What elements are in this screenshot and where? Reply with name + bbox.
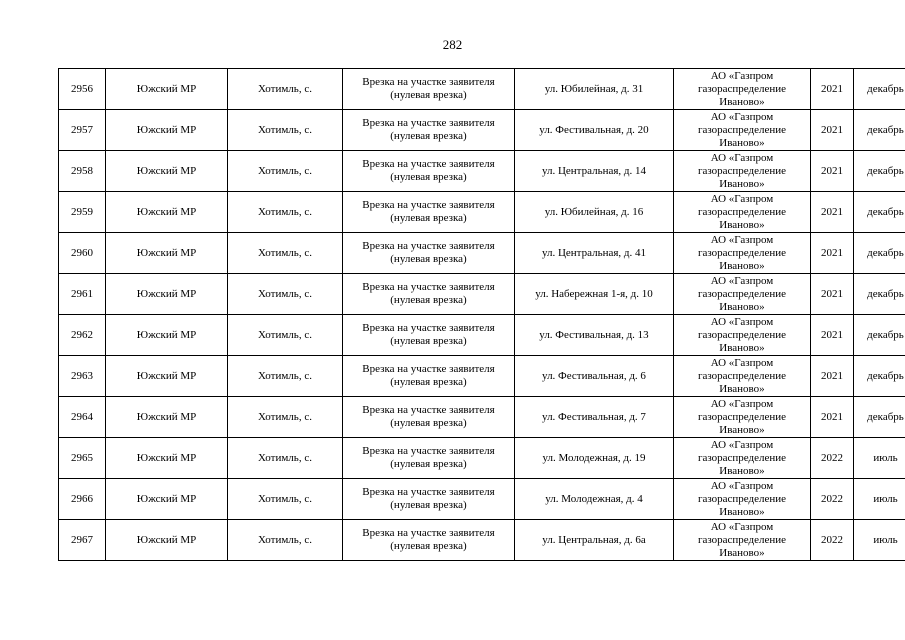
work-type-line-1: Врезка на участке заявителя: [362, 158, 495, 170]
cell-work-type: [343, 151, 515, 192]
cell-year: 2022: [811, 479, 854, 520]
cell-locality: Хотимль, с.: [228, 151, 343, 192]
table-row: [59, 315, 905, 356]
cell-work-type: [343, 520, 515, 561]
organization-line-3: Иваново»: [719, 341, 765, 354]
organization-line-1: АО «Газпром: [710, 479, 774, 492]
organization-line-2: газораспределение: [697, 164, 787, 177]
work-type-line-1: Врезка на участке заявителя: [362, 527, 495, 539]
cell-year: 2021: [811, 397, 854, 438]
organization-line-1: АО «Газпром: [710, 233, 774, 246]
cell-month: декабрь: [854, 397, 905, 438]
cell-address: ул. Фестивальная, д. 7: [515, 397, 674, 438]
cell-district: Южский МР: [106, 479, 228, 520]
organization-line-3: Иваново»: [719, 382, 765, 395]
cell-locality: Хотимль, с.: [228, 69, 343, 110]
cell-locality: Хотимль, с.: [228, 438, 343, 479]
work-type-line-2: (нулевая врезка): [390, 253, 467, 265]
work-type-line-2: (нулевая врезка): [390, 540, 467, 552]
work-type-line-2: (нулевая врезка): [390, 130, 467, 142]
organization-line-1: АО «Газпром: [710, 438, 774, 451]
work-type-line-2: (нулевая врезка): [390, 171, 467, 183]
organization-line-3: Иваново»: [719, 218, 765, 231]
cell-address: ул. Фестивальная, д. 13: [515, 315, 674, 356]
organization-line-1: АО «Газпром: [710, 520, 774, 533]
cell-year: 2021: [811, 110, 854, 151]
cell-district: Южский МР: [106, 110, 228, 151]
cell-locality: Хотимль, с.: [228, 110, 343, 151]
cell-locality: Хотимль, с.: [228, 397, 343, 438]
table-row: [59, 274, 905, 315]
work-type-line-1: Врезка на участке заявителя: [362, 199, 495, 211]
organization-line-1: АО «Газпром: [710, 151, 774, 164]
cell-number: 2957: [59, 110, 106, 151]
organization-line-2: газораспределение: [697, 82, 787, 95]
cell-organization: [674, 315, 811, 356]
gas-connection-table: [58, 68, 905, 561]
cell-month: июль: [854, 520, 905, 561]
organization-line-3: Иваново»: [719, 259, 765, 272]
organization-line-2: газораспределение: [697, 328, 787, 341]
cell-district: Южский МР: [106, 356, 228, 397]
cell-month: декабрь: [854, 151, 905, 192]
cell-month: июль: [854, 438, 905, 479]
cell-locality: Хотимль, с.: [228, 520, 343, 561]
cell-month: декабрь: [854, 110, 905, 151]
work-type-line-2: (нулевая врезка): [390, 376, 467, 388]
cell-month: декабрь: [854, 233, 905, 274]
organization-line-1: АО «Газпром: [710, 69, 774, 82]
organization-line-3: Иваново»: [719, 546, 765, 559]
table-body: [59, 69, 905, 561]
cell-number: 2966: [59, 479, 106, 520]
organization-line-1: АО «Газпром: [710, 110, 774, 123]
work-type-line-2: (нулевая врезка): [390, 417, 467, 429]
table-row: [59, 479, 905, 520]
organization-line-3: Иваново»: [719, 300, 765, 313]
cell-district: Южский МР: [106, 397, 228, 438]
cell-organization: [674, 520, 811, 561]
cell-year: 2021: [811, 233, 854, 274]
cell-locality: Хотимль, с.: [228, 233, 343, 274]
cell-number: 2956: [59, 69, 106, 110]
organization-line-3: Иваново»: [719, 95, 765, 108]
cell-work-type: [343, 192, 515, 233]
table-row: [59, 356, 905, 397]
cell-year: 2021: [811, 274, 854, 315]
work-type-line-2: (нулевая врезка): [390, 212, 467, 224]
cell-organization: [674, 438, 811, 479]
organization-line-3: Иваново»: [719, 505, 765, 518]
organization-line-2: газораспределение: [697, 410, 787, 423]
work-type-line-1: Врезка на участке заявителя: [362, 363, 495, 375]
cell-organization: [674, 356, 811, 397]
cell-number: 2958: [59, 151, 106, 192]
cell-year: 2022: [811, 520, 854, 561]
table-row: [59, 520, 905, 561]
cell-organization: [674, 233, 811, 274]
cell-year: 2021: [811, 151, 854, 192]
cell-number: 2961: [59, 274, 106, 315]
cell-number: 2960: [59, 233, 106, 274]
work-type-line-1: Врезка на участке заявителя: [362, 240, 495, 252]
cell-year: 2021: [811, 315, 854, 356]
cell-organization: [674, 69, 811, 110]
work-type-line-1: Врезка на участке заявителя: [362, 404, 495, 416]
cell-work-type: [343, 356, 515, 397]
work-type-line-1: Врезка на участке заявителя: [362, 322, 495, 334]
cell-year: 2021: [811, 69, 854, 110]
cell-locality: Хотимль, с.: [228, 479, 343, 520]
table-row: [59, 69, 905, 110]
cell-work-type: [343, 69, 515, 110]
cell-number: 2962: [59, 315, 106, 356]
cell-address: ул. Фестивальная, д. 20: [515, 110, 674, 151]
cell-year: 2022: [811, 438, 854, 479]
cell-locality: Хотимль, с.: [228, 274, 343, 315]
table-row: [59, 438, 905, 479]
organization-line-2: газораспределение: [697, 246, 787, 259]
cell-organization: [674, 397, 811, 438]
cell-organization: [674, 151, 811, 192]
cell-work-type: [343, 110, 515, 151]
cell-address: ул. Молодежная, д. 4: [515, 479, 674, 520]
cell-number: 2963: [59, 356, 106, 397]
work-type-line-1: Врезка на участке заявителя: [362, 486, 495, 498]
cell-work-type: [343, 479, 515, 520]
cell-district: Южский МР: [106, 233, 228, 274]
organization-line-3: Иваново»: [719, 423, 765, 436]
cell-address: ул. Центральная, д. 41: [515, 233, 674, 274]
cell-number: 2965: [59, 438, 106, 479]
table-row: [59, 110, 905, 151]
work-type-line-2: (нулевая врезка): [390, 89, 467, 101]
cell-month: декабрь: [854, 192, 905, 233]
cell-district: Южский МР: [106, 438, 228, 479]
work-type-line-2: (нулевая врезка): [390, 458, 467, 470]
cell-month: декабрь: [854, 315, 905, 356]
work-type-line-1: Врезка на участке заявителя: [362, 117, 495, 129]
organization-line-2: газораспределение: [697, 205, 787, 218]
cell-work-type: [343, 397, 515, 438]
organization-line-2: газораспределение: [697, 123, 787, 136]
organization-line-3: Иваново»: [719, 177, 765, 190]
organization-line-2: газораспределение: [697, 451, 787, 464]
cell-work-type: [343, 438, 515, 479]
cell-number: 2964: [59, 397, 106, 438]
organization-line-1: АО «Газпром: [710, 315, 774, 328]
cell-organization: [674, 274, 811, 315]
table-row: [59, 397, 905, 438]
organization-line-1: АО «Газпром: [710, 192, 774, 205]
organization-line-2: газораспределение: [697, 369, 787, 382]
work-type-line-2: (нулевая врезка): [390, 294, 467, 306]
cell-address: ул. Юбилейная, д. 31: [515, 69, 674, 110]
cell-work-type: [343, 274, 515, 315]
cell-district: Южский МР: [106, 192, 228, 233]
work-type-line-1: Врезка на участке заявителя: [362, 445, 495, 457]
table-row: [59, 233, 905, 274]
cell-address: ул. Центральная, д. 6а: [515, 520, 674, 561]
cell-address: ул. Набережная 1-я, д. 10: [515, 274, 674, 315]
work-type-line-1: Врезка на участке заявителя: [362, 281, 495, 293]
cell-month: декабрь: [854, 69, 905, 110]
cell-organization: [674, 192, 811, 233]
cell-district: Южский МР: [106, 315, 228, 356]
cell-address: ул. Юбилейная, д. 16: [515, 192, 674, 233]
organization-line-2: газораспределение: [697, 492, 787, 505]
cell-number: 2959: [59, 192, 106, 233]
organization-line-3: Иваново»: [719, 136, 765, 149]
cell-district: Южский МР: [106, 520, 228, 561]
cell-district: Южский МР: [106, 274, 228, 315]
cell-work-type: [343, 233, 515, 274]
cell-number: 2967: [59, 520, 106, 561]
cell-organization: [674, 479, 811, 520]
organization-line-2: газораспределение: [697, 287, 787, 300]
cell-locality: Хотимль, с.: [228, 356, 343, 397]
table-row: [59, 192, 905, 233]
organization-line-1: АО «Газпром: [710, 356, 774, 369]
organization-line-2: газораспределение: [697, 533, 787, 546]
cell-month: декабрь: [854, 274, 905, 315]
cell-locality: Хотимль, с.: [228, 192, 343, 233]
cell-year: 2021: [811, 192, 854, 233]
cell-month: июль: [854, 479, 905, 520]
cell-year: 2021: [811, 356, 854, 397]
work-type-line-2: (нулевая врезка): [390, 335, 467, 347]
cell-address: ул. Центральная, д. 14: [515, 151, 674, 192]
cell-district: Южский МР: [106, 69, 228, 110]
cell-district: Южский МР: [106, 151, 228, 192]
cell-locality: Хотимль, с.: [228, 315, 343, 356]
work-type-line-1: Врезка на участке заявителя: [362, 76, 495, 88]
cell-month: декабрь: [854, 356, 905, 397]
organization-line-1: АО «Газпром: [710, 274, 774, 287]
cell-organization: [674, 110, 811, 151]
organization-line-1: АО «Газпром: [710, 397, 774, 410]
table-row: [59, 151, 905, 192]
cell-address: ул. Фестивальная, д. 6: [515, 356, 674, 397]
organization-line-3: Иваново»: [719, 464, 765, 477]
work-type-line-2: (нулевая врезка): [390, 499, 467, 511]
cell-address: ул. Молодежная, д. 19: [515, 438, 674, 479]
page-number: 282: [442, 37, 463, 52]
cell-work-type: [343, 315, 515, 356]
